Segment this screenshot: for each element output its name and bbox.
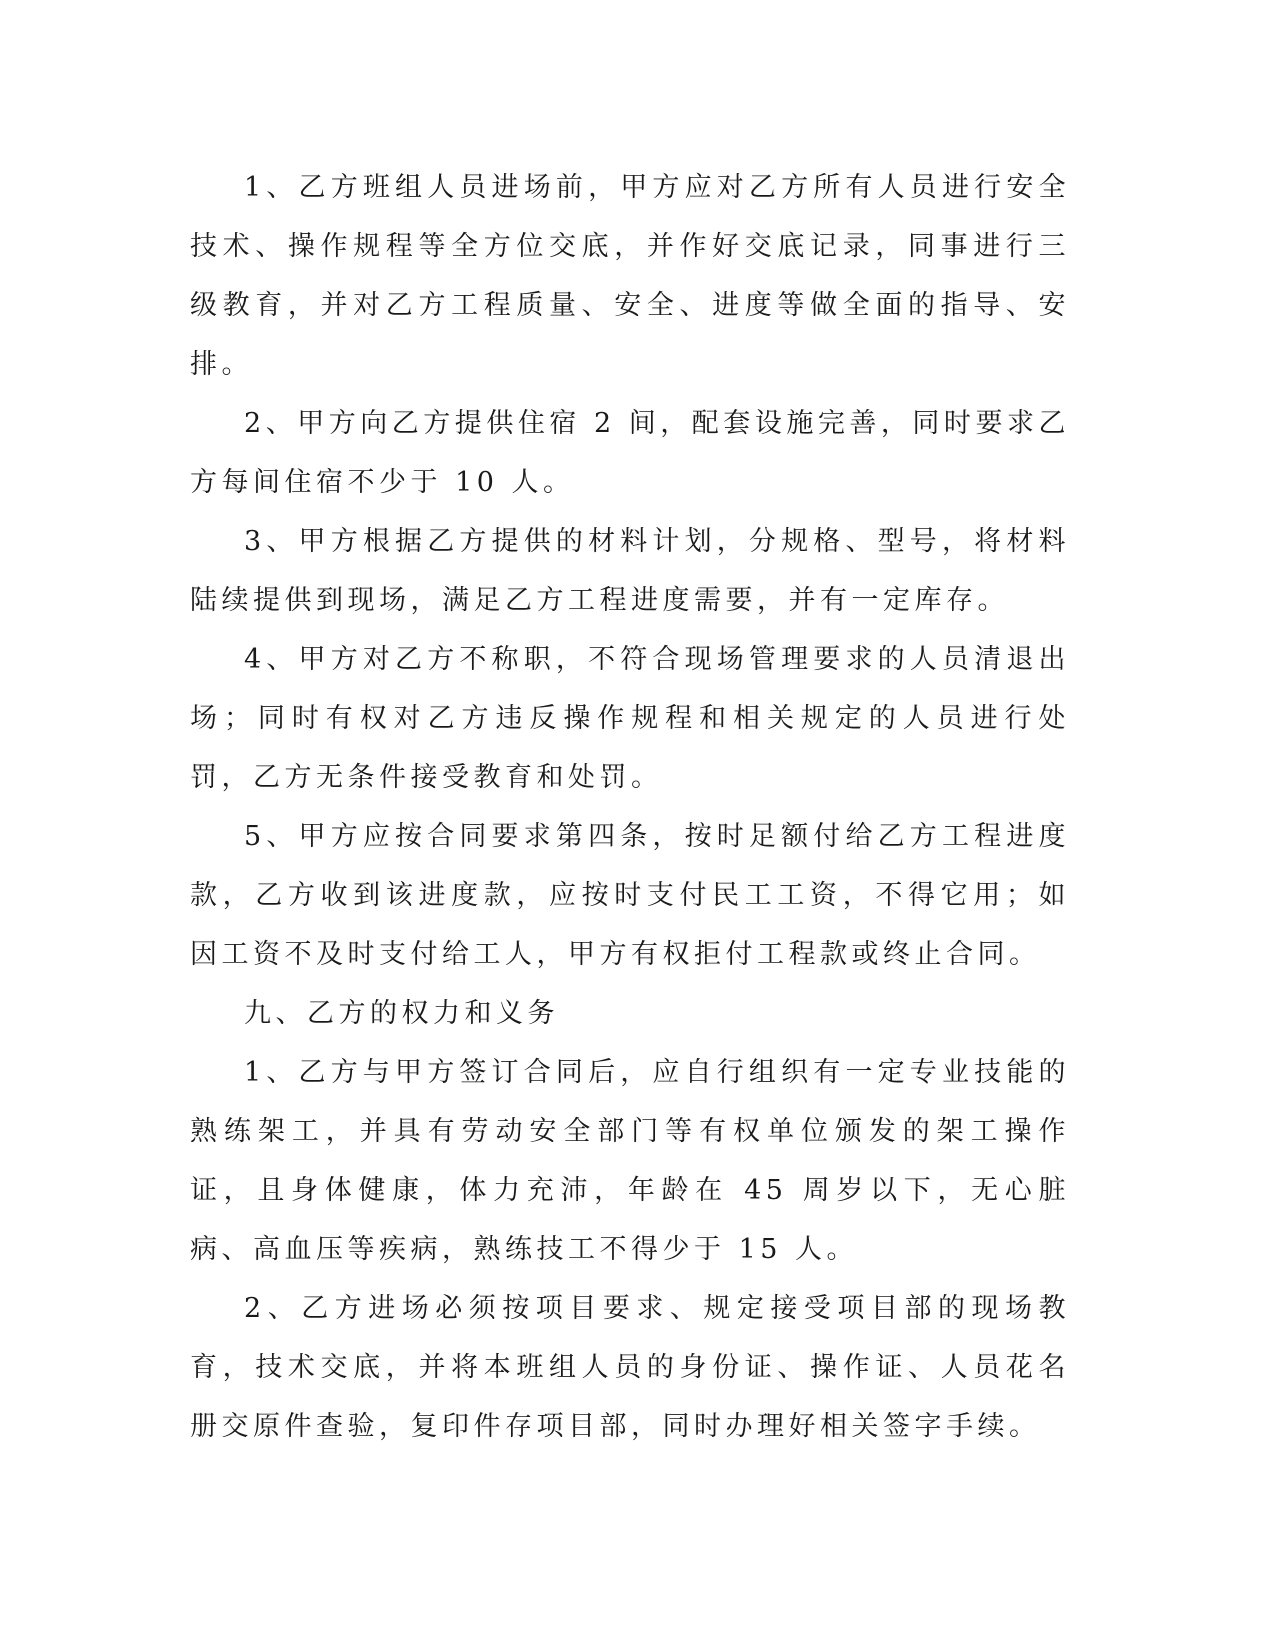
paragraph-party-b-duty-2: 2、乙方进场必须按项目要求、规定接受项目部的现场教育，技术交底，并将本班组人员的身份证、操作证、人员花名册交原件查验，复印件存项目部，同时办理好相关签字手续。 xyxy=(190,1293,1070,1442)
paragraph-party-a-duty-4: 4、甲方对乙方不称职，不符合现场管理要求的人员清退出场；同时有权对乙方违反操作规程和相关规定的人员进行处罚，乙方无条件接受教育和处罚。 xyxy=(190,644,1070,793)
document-body xyxy=(190,158,1070,1456)
paragraph-party-a-duty-1: 1、乙方班组人员进场前，甲方应对乙方所有人员进行安全技术、操作规程等全方位交底，并作好交底记录，同事进行三级教育，并对乙方工程质量、安全、进度等做全面的指导、安排。 xyxy=(190,172,1070,380)
section-heading-party-b-rights: 九、乙方的权力和义务 xyxy=(244,998,559,1029)
paragraph-party-b-duty-1: 1、乙方与甲方签订合同后，应自行组织有一定专业技能的熟练架工，并具有劳动安全部门等有权单位颁发的架工操作证，且身体健康，体力充沛，年龄在 45 周岁以下，无心脏病、高血压等疾病，熟练技工不得少于 15 人。 xyxy=(190,1057,1070,1265)
paragraph-party-a-duty-3: 3、甲方根据乙方提供的材料计划，分规格、型号，将材料陆续提供到现场，满足乙方工程进度需要，并有一定库存。 xyxy=(190,526,1070,616)
paragraph-party-a-duty-5: 5、甲方应按合同要求第四条，按时足额付给乙方工程进度款，乙方收到该进度款，应按时支付民工工资，不得它用；如因工资不及时支付给工人，甲方有权拒付工程款或终止合同。 xyxy=(190,821,1070,970)
paragraph-party-a-duty-2: 2、甲方向乙方提供住宿 2 间，配套设施完善，同时要求乙方每间住宿不少于 10 人。 xyxy=(190,408,1070,498)
